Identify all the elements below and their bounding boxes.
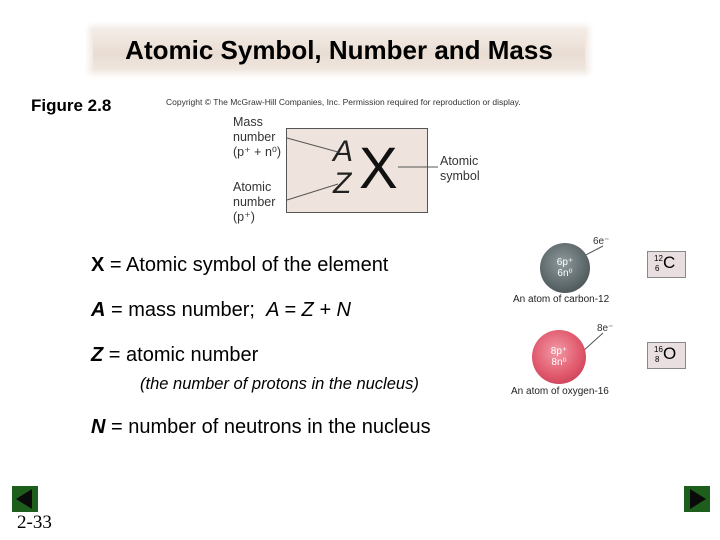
slide-number: 2-33 bbox=[17, 512, 52, 533]
definition-n bbox=[91, 416, 431, 439]
def-text-n: = number of neutrons in the nucleus bbox=[105, 416, 431, 438]
symbol-label-line2: symbol bbox=[440, 169, 480, 183]
def-var-z: Z bbox=[91, 344, 104, 366]
mass-leader-line bbox=[287, 138, 338, 152]
mass-number-symbol: A bbox=[333, 135, 354, 168]
oxygen-mass-number: 16 bbox=[654, 345, 663, 354]
carbon-protons: 6p⁺ bbox=[556, 257, 574, 268]
def-text-a: = mass number; bbox=[105, 299, 267, 321]
carbon-mass-number: 12 bbox=[654, 254, 663, 263]
carbon-symbol-box bbox=[647, 251, 686, 278]
atomic-number-symbol: Z bbox=[333, 167, 352, 200]
oxygen-atom bbox=[532, 330, 586, 384]
def-var-a: A bbox=[91, 299, 106, 321]
def-var-n: N bbox=[91, 416, 106, 438]
oxygen-symbol-box bbox=[647, 342, 686, 369]
back-button[interactable] bbox=[12, 486, 38, 512]
copyright-notice: Copyright © The McGraw-Hill Companies, Inc. Permission required for reproduction or display. bbox=[166, 97, 521, 107]
definition-x bbox=[91, 254, 388, 277]
oxygen-symbol: O bbox=[663, 344, 677, 363]
mass-label-line3: (p⁺ + n⁰) bbox=[233, 145, 282, 159]
carbon-electron-label: 6e⁻ bbox=[593, 236, 610, 247]
atomic-label-line2: number bbox=[233, 195, 276, 209]
oxygen-electron-label: 8e⁻ bbox=[597, 323, 614, 334]
slide-title: Atomic Symbol, Number and Mass bbox=[125, 35, 553, 65]
next-button[interactable] bbox=[684, 486, 710, 512]
element-symbol: X bbox=[359, 136, 398, 201]
def-formula-a: A = Z + N bbox=[266, 299, 351, 321]
figure-label: Figure 2.8 bbox=[31, 96, 112, 115]
oxygen-protons: 8p⁺ bbox=[550, 346, 568, 357]
atomic-leader-line bbox=[287, 184, 338, 200]
mass-label-line1: Mass bbox=[233, 115, 263, 129]
oxygen-caption: An atom of oxygen-16 bbox=[511, 386, 609, 397]
definition-a bbox=[91, 299, 351, 322]
carbon-atom bbox=[540, 243, 590, 293]
mass-label-line2: number bbox=[233, 130, 276, 144]
oxygen-neutrons: 8n⁰ bbox=[551, 357, 567, 368]
triangle-left-icon bbox=[12, 486, 38, 512]
def-var-x: X bbox=[91, 254, 105, 276]
oxygen-atomic-number: 8 bbox=[655, 355, 660, 364]
def-text-x: = Atomic symbol of the element bbox=[104, 254, 389, 276]
triangle-right-icon bbox=[684, 486, 710, 512]
carbon-symbol: C bbox=[663, 253, 676, 272]
atomic-label-line3: (p⁺) bbox=[233, 210, 255, 224]
carbon-nucleus bbox=[540, 257, 590, 279]
def-text-z: = atomic number bbox=[103, 344, 259, 366]
atomic-label-line1: Atomic bbox=[233, 180, 272, 194]
symbol-label-line1: Atomic bbox=[440, 154, 479, 168]
carbon-neutrons: 6n⁰ bbox=[557, 268, 573, 279]
carbon-atomic-number: 6 bbox=[655, 264, 660, 273]
oxygen-nucleus bbox=[532, 346, 586, 368]
carbon-caption: An atom of carbon-12 bbox=[513, 294, 610, 305]
definition-note: (the number of protons in the nucleus) bbox=[140, 375, 419, 393]
definition-z bbox=[91, 344, 258, 367]
